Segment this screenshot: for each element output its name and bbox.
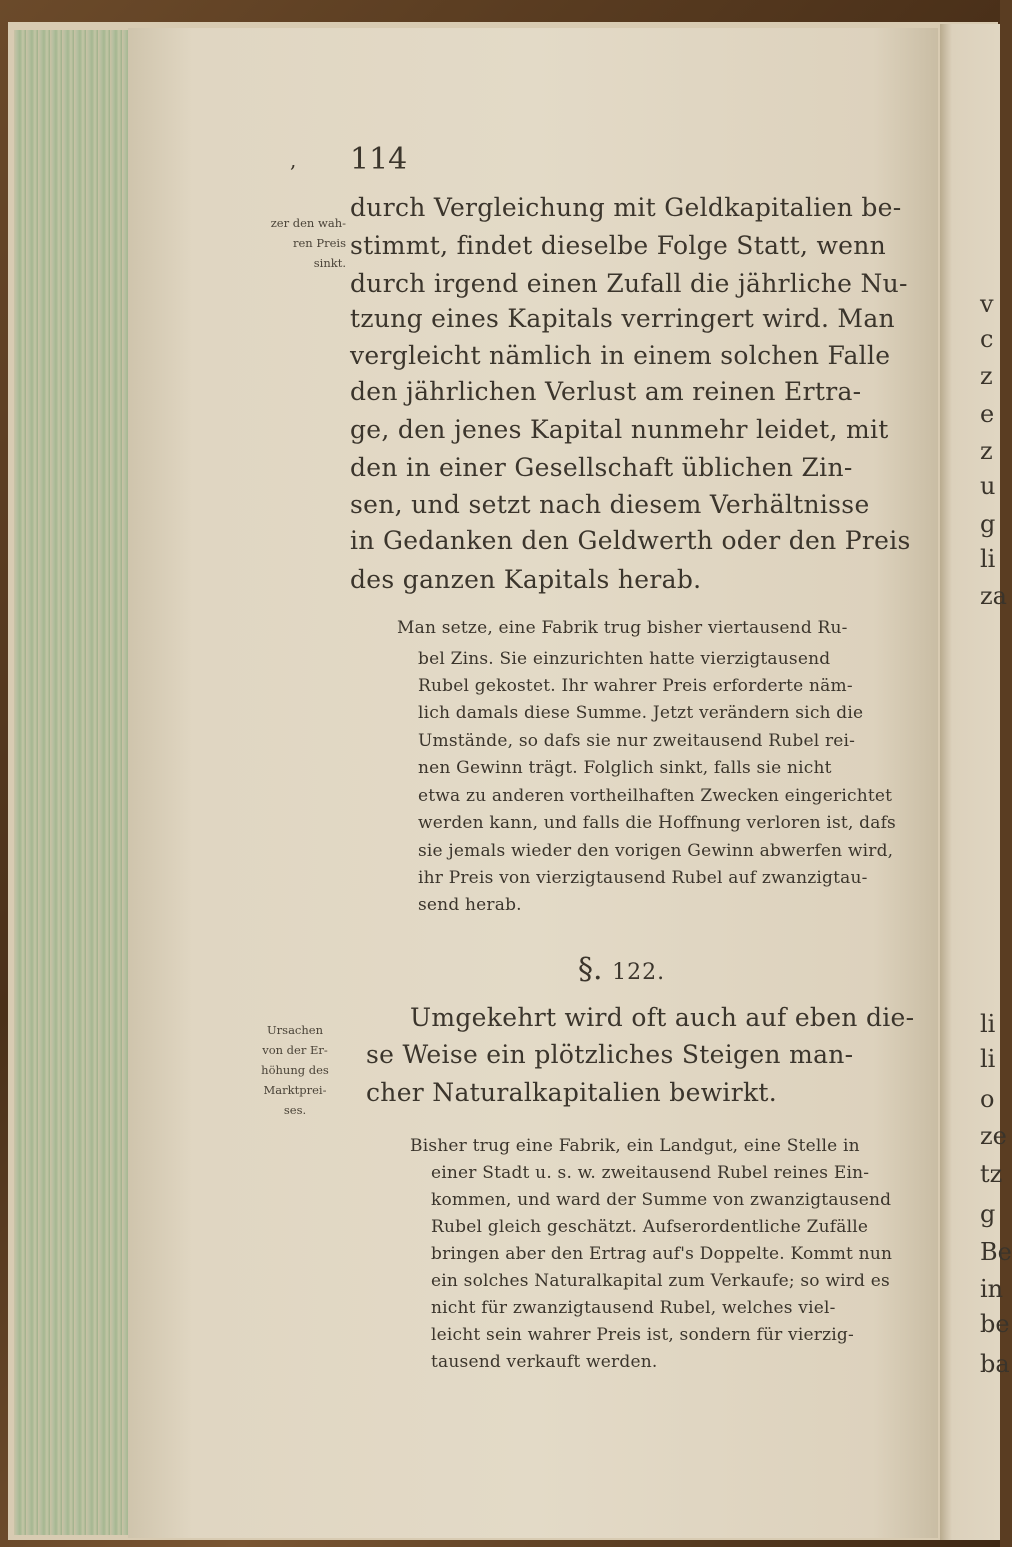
section-heading [578, 952, 665, 987]
facing-page-fragment: za [980, 582, 1007, 610]
facing-page-fragment: z [980, 437, 993, 465]
note-line: Rubel gekostet. Ihr wahrer Preis erforderte näm- [418, 676, 853, 696]
body-line: Umgekehrt wird oft auch auf eben die- [410, 1003, 915, 1032]
note-line: Bisher trug eine Fabrik, ein Landgut, eine Stelle in [410, 1136, 860, 1156]
body-line: durch Vergleichung mit Geldkapitalien be- [350, 193, 902, 222]
facing-page-fragment: c [980, 325, 994, 353]
facing-page-fragment: e [980, 400, 995, 428]
body-line: den in einer Gesellschaft üblichen Zin- [350, 453, 853, 482]
note-line: nen Gewinn trägt. Folglich sinkt, falls sie nicht [418, 758, 832, 778]
facing-page-fragment: ba [980, 1350, 1010, 1378]
note-line: tausend verkauft werden. [431, 1352, 658, 1372]
margin-note-line: Ursachen [266, 1023, 323, 1037]
body-line: stimmt, findet dieselbe Folge Statt, wenn [350, 231, 887, 260]
body-line: ge, den jenes Kapital nunmehr leidet, mit [350, 415, 889, 444]
facing-page-fragment: in [980, 1275, 1004, 1303]
note-line: bel Zins. Sie einzurichten hatte vierzigtausend [418, 649, 831, 669]
note-line: kommen, und ward der Summe von zwanzigtausend [431, 1190, 892, 1210]
facing-page-fragment: li [980, 1010, 996, 1038]
margin-note-2 [240, 1020, 350, 1120]
note-line: Umstände, so dafs sie nur zweitausend Rubel rei- [418, 731, 856, 751]
facing-page [940, 24, 1012, 1540]
margin-note-line: sinkt. [313, 256, 346, 270]
facing-page-fragment: g [980, 1200, 996, 1228]
body-line: in Gedanken den Geldwerth oder den Preis [350, 526, 911, 555]
note-line: ein solches Naturalkapital zum Verkaufe; so wird es [431, 1271, 890, 1291]
facing-page-fragment: li [980, 1045, 996, 1073]
facing-page-fragment: li [980, 545, 996, 573]
body-line: se Weise ein plötzliches Steigen man- [366, 1040, 854, 1069]
facing-page-fragment: Be [980, 1238, 1012, 1266]
note-line: leicht sein wahrer Preis ist, sondern für vierzig- [431, 1325, 854, 1345]
note-line: sie jemals wieder den vorigen Gewinn abwerfen wird, [418, 841, 894, 861]
note-line: bringen aber den Ertrag auf's Doppelte. Kommt nun [431, 1244, 893, 1264]
note-line: Rubel gleich geschätzt. Aufserordentliche Zufälle [431, 1217, 869, 1237]
body-line: des ganzen Kapitals herab. [350, 565, 702, 594]
section-sign: §. [578, 952, 603, 987]
body-line: tzung eines Kapitals verringert wird. Man [350, 304, 895, 333]
body-line: den jährlichen Verlust am reinen Ertra- [350, 377, 862, 406]
page-mark: , [290, 148, 297, 172]
margin-note-line: Marktprei- [263, 1083, 327, 1097]
section-number: 122. [612, 960, 666, 985]
page-edge-stripes [14, 30, 132, 1535]
note-line: einer Stadt u. s. w. zweitausend Rubel reines Ein- [431, 1163, 870, 1183]
facing-page-fragment: o [980, 1085, 995, 1113]
body-line: cher Naturalkapitalien bewirkt. [366, 1078, 777, 1107]
note-line: etwa zu anderen vortheilhaften Zwecken eingerichtet [418, 786, 893, 806]
note-line: werden kann, und falls die Hoffnung verloren ist, dafs [418, 813, 896, 833]
note-line: ihr Preis von vierzigtausend Rubel auf zwanzigtau- [418, 868, 868, 888]
facing-page-fragment: tz [980, 1160, 1003, 1188]
note-line: Man setze, eine Fabrik trug bisher viertausend Ru- [397, 618, 848, 638]
facing-page-fragment: ze [980, 1122, 1007, 1150]
margin-note-line: ren Preis [293, 236, 346, 250]
facing-page-fragment: g [980, 510, 996, 538]
margin-note-line: von der Er- [262, 1043, 328, 1057]
note-line: lich damals diese Summe. Jetzt verändern sich die [418, 703, 864, 723]
body-line: vergleicht nämlich in einem solchen Falle [350, 341, 891, 370]
note-line: nicht für zwanzigtausend Rubel, welches viel- [431, 1298, 836, 1318]
facing-page-fragment: z [980, 362, 993, 390]
margin-note-line: höhung des [261, 1063, 329, 1077]
page-number: 114 [350, 142, 408, 177]
body-line: durch irgend einen Zufall die jährliche Nu- [350, 269, 908, 298]
body-line: sen, und setzt nach diesem Verhältnisse [350, 490, 870, 519]
facing-page-fragment: v [980, 290, 994, 318]
margin-note-1 [228, 213, 346, 273]
margin-note-line: zer den wah- [270, 216, 346, 230]
margin-note-line: ses. [283, 1103, 307, 1117]
note-line: send herab. [418, 895, 522, 915]
facing-page-fragment: be [980, 1310, 1010, 1338]
facing-page-fragment: u [980, 472, 996, 500]
